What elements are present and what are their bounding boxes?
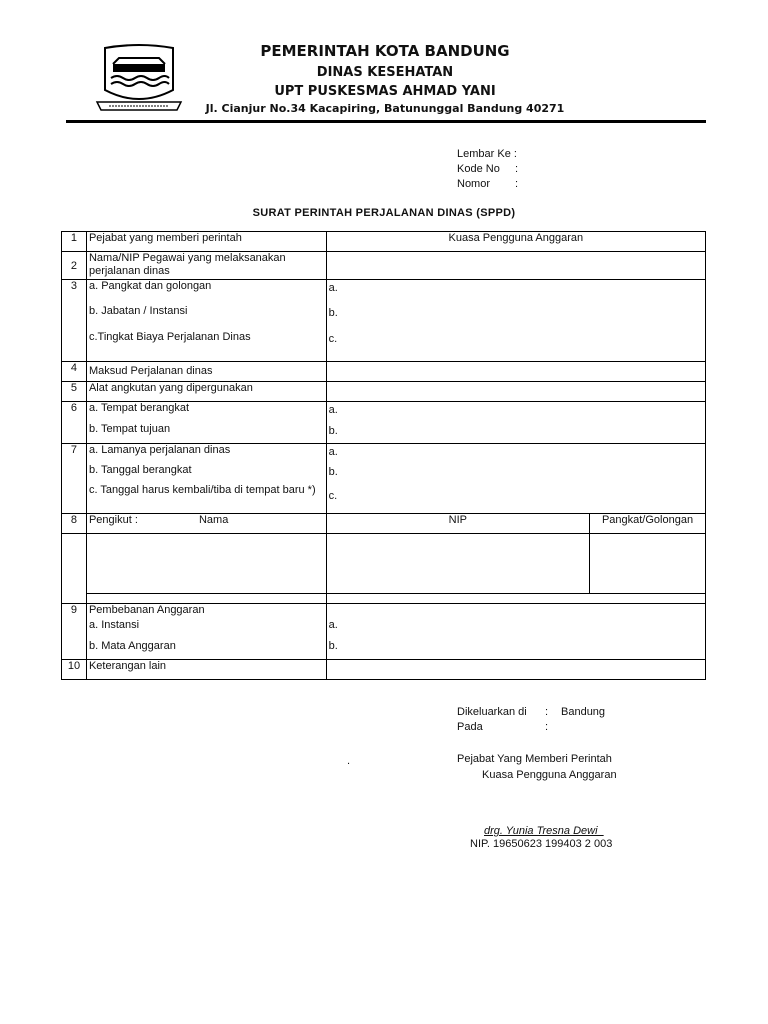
table-row: 5 Alat angkutan yang dipergunakan bbox=[62, 382, 706, 402]
header-divider bbox=[66, 120, 706, 123]
signer-name: drg. Yunia Tresna Dewi_ bbox=[484, 825, 604, 837]
transport-field[interactable] bbox=[326, 382, 705, 402]
table-row: 10 Keterangan lain bbox=[62, 660, 706, 680]
table-row: 8 Pengikut : Nama NIP Pangkat/Golongan bbox=[62, 514, 706, 534]
header-address: Jl. Cianjur No.34 Kacapiring, Batununggal Bandung 40271 bbox=[205, 102, 565, 115]
issuer-value: Kuasa Pengguna Anggaran bbox=[326, 232, 705, 252]
follower-nip-field[interactable] bbox=[326, 534, 589, 594]
table-row bbox=[62, 594, 706, 604]
issued-on: Pada : bbox=[457, 721, 549, 733]
kode-no: Kode No : bbox=[457, 163, 519, 175]
header-government: PEMERINTAH KOTA BANDUNG bbox=[260, 42, 510, 60]
lembar-ke: Lembar Ke : bbox=[457, 148, 517, 160]
header-department: DINAS KESEHATAN bbox=[316, 65, 454, 80]
purpose-field[interactable] bbox=[326, 362, 705, 382]
table-row: 3 a. Pangkat dan golongan b. Jabatan / Instansi c.Tingkat Biaya Perjalanan Dinas a. b. c. bbox=[62, 280, 706, 362]
follower-name-field[interactable] bbox=[86, 534, 326, 594]
issued-at: Dikeluarkan di : Bandung bbox=[457, 706, 606, 718]
nomor: Nomor : bbox=[457, 178, 519, 190]
signer-nip: NIP. 19650623 199403 2 003 bbox=[470, 838, 613, 850]
table-row: 1 Pejabat yang memberi perintah Kuasa Pengguna Anggaran bbox=[62, 232, 706, 252]
signer-subtitle: Kuasa Pengguna Anggaran bbox=[482, 769, 617, 781]
sppd-table bbox=[61, 231, 706, 680]
table-row: 4 Maksud Perjalanan dinas bbox=[62, 362, 706, 382]
notes-field[interactable] bbox=[326, 660, 705, 680]
dot-mark: . bbox=[347, 755, 351, 767]
table-row: 7 a. Lamanya perjalanan dinas b. Tanggal berangkat c. Tanggal harus kembali/tiba di tempat baru *) a. b. c. bbox=[62, 444, 706, 514]
follower-rank-field[interactable] bbox=[590, 534, 706, 594]
employee-field[interactable] bbox=[326, 252, 705, 280]
table-row bbox=[62, 534, 706, 594]
header-unit: UPT PUSKESMAS AHMAD YANI bbox=[274, 84, 496, 99]
city-crest-icon bbox=[95, 44, 183, 114]
document-title: SURAT PERINTAH PERJALANAN DINAS (SPPD) bbox=[252, 207, 516, 219]
table-row: 6 a. Tempat berangkat b. Tempat tujuan a. b. bbox=[62, 402, 706, 444]
table-row: 2 Nama/NIP Pegawai yang melaksanakan perjalanan dinas bbox=[62, 252, 706, 280]
table-row: 9 Pembebanan Anggaran a. Instansi b. Mata Anggaran a. b. bbox=[62, 604, 706, 660]
signer-title: Pejabat Yang Memberi Perintah bbox=[457, 753, 612, 765]
